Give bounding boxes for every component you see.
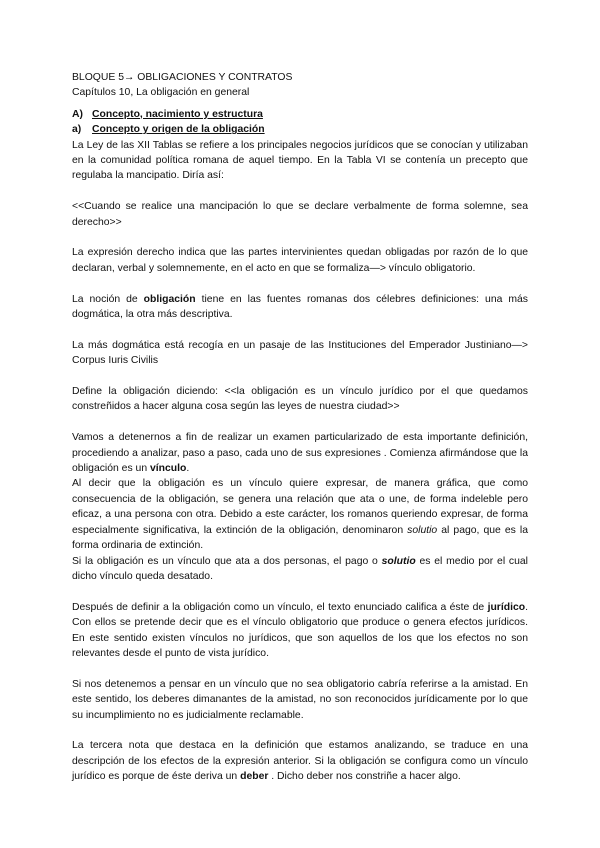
paragraph-quote-mancipacion: <<Cuando se realice una mancipación lo que se declare verbalmente de forma solemne, sea derecho>>	[72, 201, 528, 228]
section-headings	[72, 107, 528, 138]
document-title: BLOQUE 5→ OBLIGACIONES Y CONTRATOS	[72, 72, 293, 83]
paragraph-solutio: Si la obligación es un vínculo que ata a dos personas, el pago o solutio es el medio por el cual dicho vínculo queda desatado.	[72, 555, 528, 582]
paragraph-juridico: Después de definir a la obligación como un vínculo, el texto enunciado califica a éste de jurídico. Con ellos se pretende decir que es el vínculo obligatorio que produce o genera efectos jurídicos. En este sentido existen vínculos no jurídicos, que son aquellos de los que los efectos no son relevantes desde el punto de vista jurídico.	[72, 601, 528, 659]
document-page	[72, 70, 528, 785]
paragraph-dogmatica: La más dogmática está recogía en un pasaje de las Instituciones del Emperador Justiniano—> Corpus Iuris Civilis	[72, 339, 528, 367]
paragraph-definicion: Define la obligación diciendo: <<la obligación es un vínculo jurídico por el que quedamos constreñidos a hacer alguna cosa según las leyes de nuestra ciudad>>	[72, 386, 528, 413]
paragraph-vinculo: Al decir que la obligación es un vínculo quiere expresar, de manera gráfica, que como consecuencia de la obligación, se genera una relación que ata o une, de forma indeleble pero eficaz, a una persona con otra. Debido a este carácter, los romanos queriendo expresar, de forma especialmente significativa, la extinción de la obligación, denominaron solutio al pago, que es la forma ordinaria de extinción.	[72, 478, 528, 552]
paragraph-examen: Vamos a detenernos a fin de realizar un examen particularizado de esta importante definición, procediendo a analizar, paso a paso, cada uno de sus expresiones . Comienza afirmándose que la obligación es un vínculo.	[72, 432, 528, 475]
paragraph-deber: La tercera nota que destaca en la definición que estamos analizando, se traduce en una descripción de los efectos de la expresión anterior. Si la obligación se configura como un vínculo jurídico es porque de éste deriva un deber . Dicho deber nos constriñe a hacer algo.	[72, 740, 528, 783]
paragraph-amistad: Si nos detenemos a pensar en un vínculo que no sea obligatorio cabría referirse a la amistad. En este sentido, los deberes dimanantes de la amistad, no son reconocidos jurídicamente por lo que su incumplimiento no es judicialmente reclamable.	[72, 678, 528, 721]
section-heading-a: A) Concepto, nacimiento y estructura	[72, 108, 263, 120]
paragraph-expresion-derecho: La expresión derecho indica que las partes intervinientes quedan obligadas por razón de lo que declaran, verbal y solemnemente, en el acto en que se formaliza—> vínculo obligatorio.	[72, 247, 528, 274]
paragraph-ley-xii-tablas: La Ley de las XII Tablas se refiere a los principales negocios jurídicos que se conocían y utilizaban en la comunidad política romana de aquel tiempo. En la Tabla VI se contenía un precepto que regulaba la mancipatio. Diría así:	[72, 139, 528, 182]
chapter-subtitle: Capítulos 10, La obligación en general	[72, 87, 250, 99]
paragraph-nocion-obligacion: La noción de obligación tiene en las fuentes romanas dos célebres definiciones: una más dogmática, la otra más descriptiva.	[72, 293, 528, 321]
subsection-heading-a: a) Concepto y origen de la obligación	[72, 124, 265, 136]
